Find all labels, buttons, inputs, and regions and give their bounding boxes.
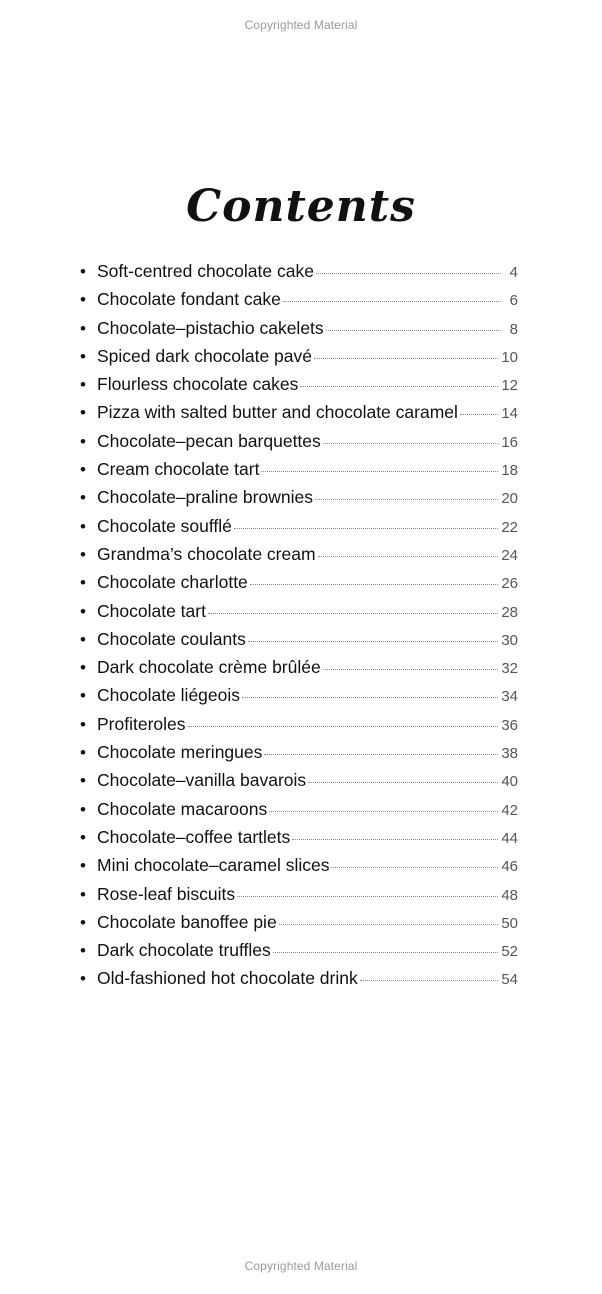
toc-entry-page-number: 10 — [501, 348, 518, 366]
toc-entry — [80, 431, 518, 459]
dot-leader — [234, 528, 498, 529]
toc-entry — [80, 318, 518, 346]
toc-entry — [80, 601, 518, 629]
toc-entry-title: Mini chocolate–caramel slices — [97, 855, 330, 876]
bullet-icon: • — [80, 346, 86, 366]
toc-entry-title: Chocolate soufflé — [97, 515, 232, 536]
dot-leader — [326, 330, 501, 331]
toc-entry — [80, 516, 518, 544]
toc-entry-title: Chocolate banoffee pie — [97, 911, 277, 932]
toc-entry-page-number: 30 — [501, 631, 518, 649]
dot-leader — [323, 669, 499, 670]
toc-entry-title: Chocolate meringues — [97, 742, 263, 763]
toc-entry-page-number: 28 — [501, 603, 518, 621]
toc-entry — [80, 629, 518, 657]
toc-entry-page-number: 34 — [501, 688, 518, 706]
toc-entry-page-number: 52 — [501, 943, 518, 961]
bullet-icon: • — [80, 912, 86, 932]
copyright-watermark-top: Copyrighted Material — [244, 18, 358, 32]
toc-entry-title: Flourless chocolate cakes — [97, 374, 299, 395]
toc-entry — [80, 487, 518, 515]
bullet-icon: • — [80, 488, 86, 508]
toc-entry-title: Chocolate charlotte — [97, 572, 248, 593]
dot-leader — [237, 896, 498, 897]
toc-entry-title: Dark chocolate crème brûlée — [97, 657, 321, 678]
toc-entry — [80, 714, 518, 742]
bullet-icon: • — [80, 403, 86, 423]
toc-entry — [80, 261, 518, 289]
toc-entry-page-number: 44 — [501, 829, 518, 847]
bullet-icon: • — [80, 714, 86, 734]
toc-entry-title: Grandma’s chocolate cream — [97, 543, 316, 564]
bullet-icon: • — [80, 629, 86, 649]
bullet-icon: • — [80, 743, 86, 763]
toc-entry-title: Chocolate coulants — [97, 628, 246, 649]
toc-entry — [80, 572, 518, 600]
toc-entry — [80, 742, 518, 770]
toc-entry-page-number: 48 — [501, 886, 518, 904]
toc-entry — [80, 346, 518, 374]
bullet-icon: • — [80, 658, 86, 678]
toc-entry-title: Chocolate tart — [97, 600, 206, 621]
bullet-icon: • — [80, 969, 86, 989]
bullet-icon: • — [80, 318, 86, 338]
toc-entry — [80, 289, 518, 317]
toc-entry — [80, 855, 518, 883]
toc-entry — [80, 685, 518, 713]
toc-entry-title: Dark chocolate truffles — [97, 940, 271, 961]
toc-entry — [80, 799, 518, 827]
toc-entry-page-number: 54 — [501, 971, 518, 989]
dot-leader — [314, 358, 498, 359]
dot-leader — [208, 613, 498, 614]
toc-entry — [80, 912, 518, 940]
toc-entry-page-number: 40 — [501, 773, 518, 791]
dot-leader — [269, 811, 498, 812]
toc-entry-title: Spiced dark chocolate pavé — [97, 345, 312, 366]
copyright-watermark-bottom: Copyrighted Material — [244, 1259, 358, 1273]
bullet-icon: • — [80, 573, 86, 593]
bullet-icon: • — [80, 290, 86, 310]
toc-entry — [80, 940, 518, 968]
dot-leader — [315, 499, 498, 500]
table-of-contents — [80, 261, 518, 997]
dot-leader — [250, 584, 499, 585]
dot-leader — [300, 386, 498, 387]
dot-leader — [308, 782, 498, 783]
toc-entry-title: Profiteroles — [97, 713, 186, 734]
toc-entry — [80, 884, 518, 912]
toc-entry-title: Pizza with salted butter and chocolate caramel — [97, 402, 458, 423]
page-title: Contents — [186, 181, 416, 233]
toc-entry-page-number: 4 — [509, 264, 518, 281]
dot-leader — [261, 471, 498, 472]
toc-entry — [80, 827, 518, 855]
bullet-icon: • — [80, 601, 86, 621]
bullet-icon: • — [80, 856, 86, 876]
bullet-icon: • — [80, 544, 86, 564]
bullet-icon: • — [80, 516, 86, 536]
bullet-icon: • — [80, 941, 86, 961]
dot-leader — [273, 952, 499, 953]
toc-entry-title: Chocolate–vanilla bavarois — [97, 770, 307, 791]
bullet-icon: • — [80, 799, 86, 819]
dot-leader — [264, 754, 498, 755]
bullet-icon: • — [80, 460, 86, 480]
toc-entry — [80, 459, 518, 487]
bullet-icon: • — [80, 375, 86, 395]
toc-entry — [80, 374, 518, 402]
toc-entry-page-number: 46 — [501, 858, 518, 876]
dot-leader — [248, 641, 498, 642]
toc-entry-title: Cream chocolate tart — [97, 459, 260, 480]
toc-entry-title: Chocolate–pistachio cakelets — [97, 317, 324, 338]
toc-entry-page-number: 38 — [501, 745, 518, 763]
toc-entry-title: Chocolate–praline brownies — [97, 487, 313, 508]
toc-entry-page-number: 32 — [501, 660, 518, 678]
toc-entry-page-number: 22 — [501, 518, 518, 536]
dot-leader — [279, 924, 499, 925]
toc-entry-title: Old-fashioned hot chocolate drink — [97, 968, 358, 989]
dot-leader — [242, 697, 498, 698]
toc-entry — [80, 968, 518, 996]
toc-entry-page-number: 36 — [501, 716, 518, 734]
toc-entry-page-number: 50 — [501, 914, 518, 932]
toc-entry-page-number: 16 — [501, 433, 518, 451]
dot-leader — [331, 867, 498, 868]
bullet-icon: • — [80, 431, 86, 451]
bullet-icon: • — [80, 771, 86, 791]
dot-leader — [188, 726, 499, 727]
bullet-icon: • — [80, 827, 86, 847]
toc-entry-page-number: 18 — [501, 462, 518, 480]
toc-entry-page-number: 42 — [501, 801, 518, 819]
bullet-icon: • — [80, 884, 86, 904]
toc-entry-title: Chocolate–pecan barquettes — [97, 430, 321, 451]
toc-entry-page-number: 6 — [509, 292, 518, 310]
toc-entry-page-number: 20 — [501, 490, 518, 508]
toc-entry-title: Chocolate fondant cake — [97, 289, 281, 310]
toc-entry-page-number: 26 — [501, 575, 518, 593]
toc-entry-title: Chocolate–coffee tartlets — [97, 826, 291, 847]
dot-leader — [283, 301, 501, 302]
dot-leader — [460, 414, 498, 415]
toc-entry-page-number: 24 — [501, 546, 518, 564]
toc-entry — [80, 402, 518, 430]
toc-entry-title: Chocolate liégeois — [97, 685, 241, 706]
toc-entry — [80, 770, 518, 798]
toc-entry-page-number: 14 — [501, 405, 518, 423]
toc-entry-page-number: 8 — [509, 320, 518, 338]
toc-entry-page-number: 12 — [501, 377, 518, 395]
bullet-icon: • — [80, 686, 86, 706]
toc-entry — [80, 544, 518, 572]
dot-leader — [292, 839, 498, 840]
toc-entry-title: Rose-leaf biscuits — [97, 883, 236, 904]
dot-leader — [360, 980, 499, 981]
toc-entry-title: Soft-centred chocolate cake — [97, 261, 314, 281]
dot-leader — [318, 556, 499, 557]
bullet-icon: • — [80, 262, 86, 281]
dot-leader — [316, 273, 501, 274]
toc-entry-title: Chocolate macaroons — [97, 798, 268, 819]
dot-leader — [323, 443, 499, 444]
toc-entry — [80, 657, 518, 685]
